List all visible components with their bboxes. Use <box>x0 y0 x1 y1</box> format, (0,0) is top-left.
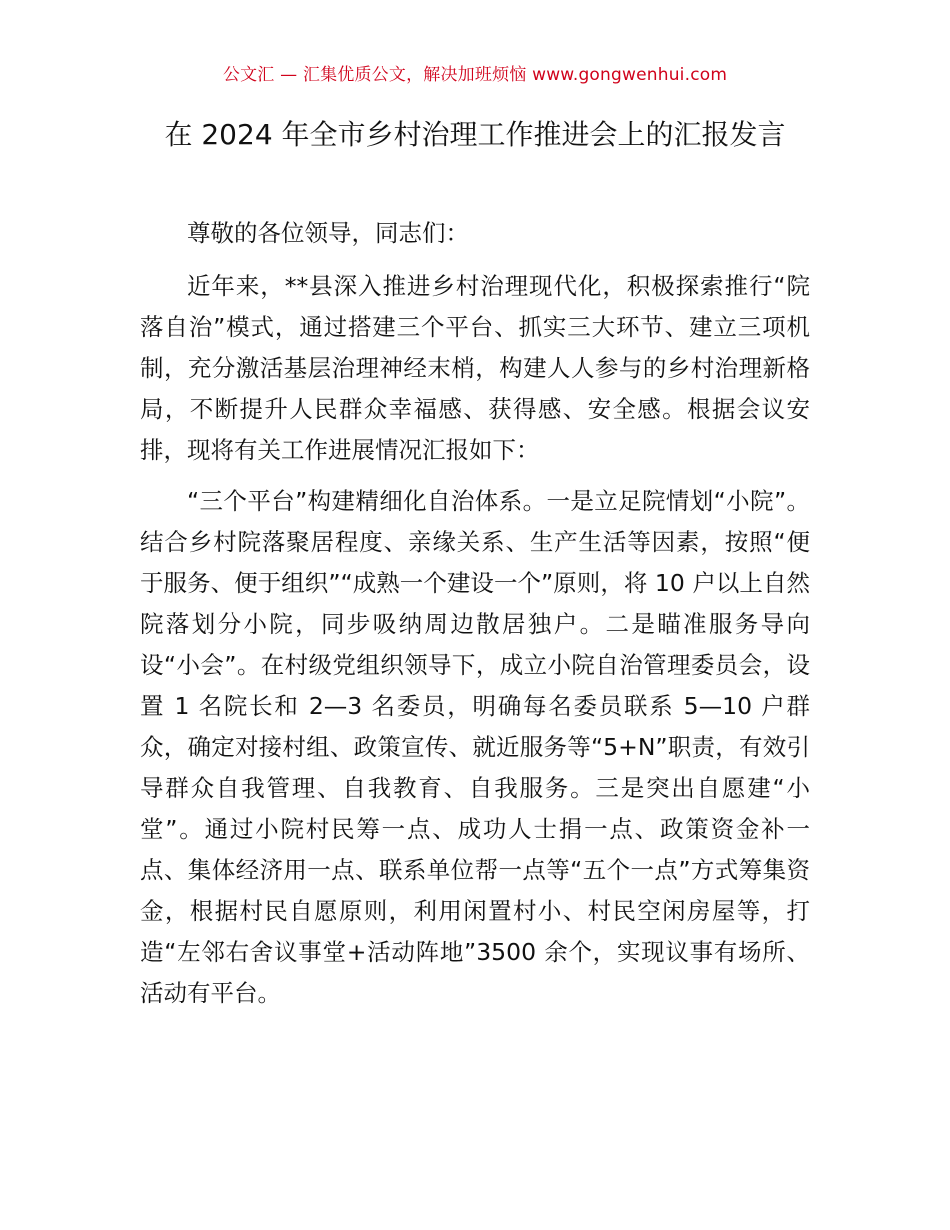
site-banner: 公文汇 — 汇集优质公文，解决加班烦恼 www.gongwenhui.com <box>222 65 728 85</box>
document-body <box>140 213 810 1024</box>
salutation: 尊敬的各位领导，同志们： <box>187 219 469 247</box>
page-title: 在 2024 年全市乡村治理工作推进会上的汇报发言 <box>164 118 786 151</box>
paragraph-intro: 近年来，**县深入推进乡村治理现代化，积极探索推行“院落自治”模式，通过搭建三个平台、抓实三大环节、建立三项机制，充分激活基层治理神经末梢，构建人人参与的乡村治理新格局，不断提升人民群众幸福感、获得感、安全感。根据会议安排，现将有关工作进展情况汇报如下： <box>140 272 810 464</box>
paragraph-three-platforms: “三个平台”构建精细化自治体系。一是立足院情划“小院”。结合乡村院落聚居程度、亲缘关系、生产生活等因素，按照“便于服务、便于组织”“成熟一个建设一个”原则，将 10 户以上自然院落划分小院，同步吸纳周边散居独户。二是瞄准服务导向设“小会”。在村级党组织领导下，成立小院自治管理委员会，设置 1 名院长和 2—3 名委员，明确每名委员联系 5—10 户群众，确定对接村组、政策宣传、就近服务等“5+N”职责，有效引导群众自我管理、自我教育、自我服务。三是突出自愿建“小堂”。通过小院村民筹一点、成功人士捐一点、政策资金补一点、集体经济用一点、联系单位帮一点等“五个一点”方式筹集资金，根据村民自愿原则，利用闲置村小、村民空闲房屋等，打造“左邻右舍议事堂+活动阵地”3500 余个，实现议事有场所、活动有平台。 <box>140 487 810 1007</box>
